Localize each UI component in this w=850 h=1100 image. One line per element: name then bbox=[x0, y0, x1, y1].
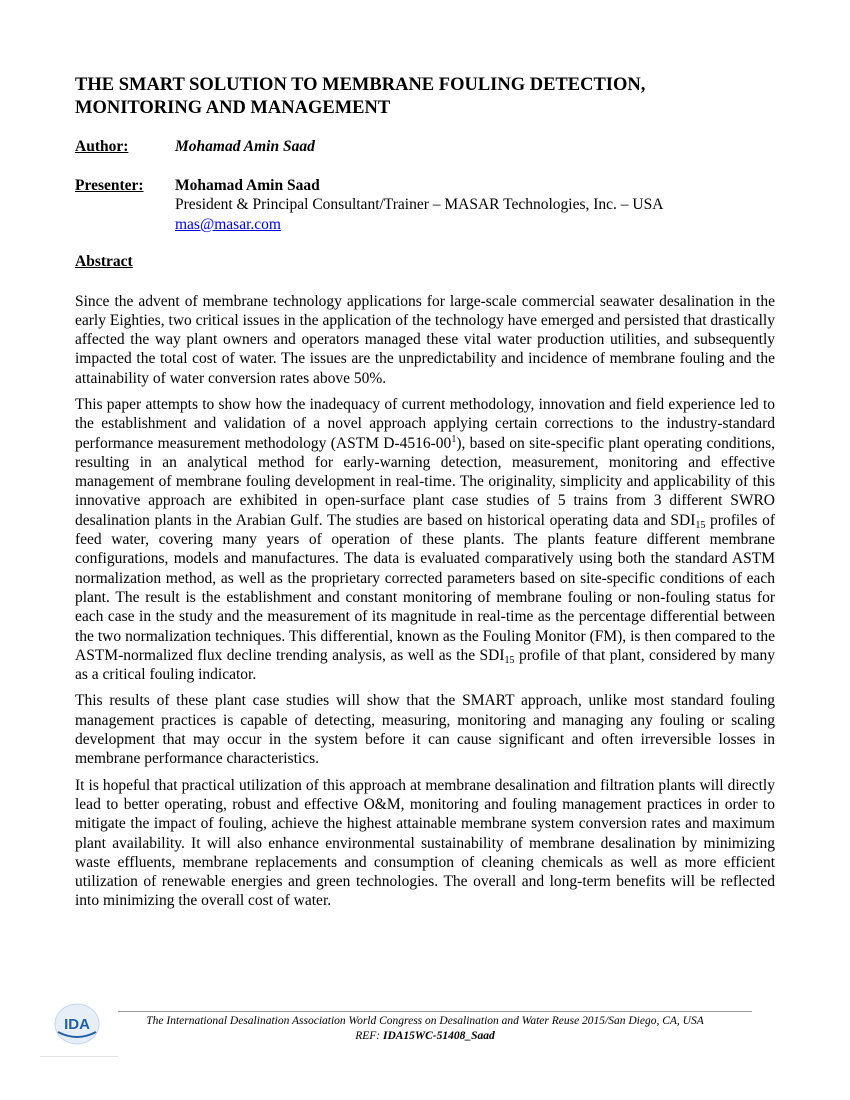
footer-reference bbox=[118, 1029, 732, 1044]
footer-divider bbox=[118, 1011, 752, 1012]
author-row bbox=[75, 137, 775, 157]
presenter-label: Presenter: bbox=[75, 176, 144, 194]
paper-page bbox=[75, 74, 775, 911]
author-name: Mohamad Amin Saad bbox=[175, 138, 315, 155]
abstract-paragraph-1: Since the advent of membrane technology applications for large-scale commercial seawater desalination in the early Eighties, two critical issues in the application of the technology have emerged and persisted that drastically affected the way plant owners and operators managed these vital water production utilities, and subsequently impacted the total cost of water. The issues are the unpredictability and incidence of membrane fouling and the attainability of water conversion rates above 50%. bbox=[75, 292, 775, 387]
p2-text-b: ), based on site-specific plant operating conditions, resulting in an analytical method for early-warning detection, measurement, monitoring and effective management of membrane fouling development in real-time. The originality, simplicity and applicability of this innovative approach are exhibited in open-surface plant case studies of 5 trains from 3 different SWRO desalination plants in the Arabian Gulf. The studies are based on historical operating data and SDI bbox=[75, 434, 775, 529]
presenter-row bbox=[75, 176, 775, 235]
presenter-details bbox=[175, 176, 663, 235]
presenter-name: Mohamad Amin Saad bbox=[175, 176, 320, 194]
footer-ref-value: IDA15WC-51408_Saad bbox=[382, 1030, 495, 1042]
author-label: Author: bbox=[75, 138, 129, 155]
title-line-2: MONITORING AND MANAGEMENT bbox=[75, 98, 391, 118]
sdi-subscript-2: 15 bbox=[504, 654, 515, 666]
p2-text-c: profiles of feed water, covering many years of operation of these plants. The plants feature different membrane configurations, models and manufactures. The data is evaluated comparatively using both the standard ASTM normalization method, as well as the proprietary corrected parameters based on site-specific conditions of each plant. The result is the establishment and constant monitoring of membrane fouling or non-fouling status for each case in the study and the measurement of its magnitude in real-time as the percentage differential between the two normalization techniques. This differential, known as the Fouling Monitor (FM), is then compared to the ASTM-normalized flux decline trending analysis, as well as the SDI bbox=[75, 511, 775, 664]
abstract-paragraph-2 bbox=[75, 395, 775, 684]
ida-logo-icon bbox=[52, 1002, 102, 1046]
presenter-affiliation: President & Principal Consultant/Trainer – MASAR Technologies, Inc. – USA bbox=[175, 196, 664, 213]
presenter-email-link[interactable]: mas@masar.com bbox=[175, 215, 281, 233]
abstract-paragraph-3: This results of these plant case studies will show that the SMART approach, unlike most standard fouling management practices is capable of detecting, measuring, monitoring and managing any fouling or scaling development that may occur in the system before it can cause significant and often irreversible losses in membrane performance characteristics. bbox=[75, 692, 775, 768]
paper-title bbox=[75, 74, 775, 120]
abstract-heading: Abstract bbox=[75, 253, 133, 270]
page-footer bbox=[0, 1000, 850, 1100]
title-line-1: THE SMART SOLUTION TO MEMBRANE FOULING DETECTION, bbox=[75, 75, 646, 95]
footer-conference: The International Desalination Association World Congress on Desalination and Water Reuse 2015/San Diego, CA, USA bbox=[146, 1015, 704, 1027]
footer-ref-label: REF: bbox=[355, 1030, 383, 1042]
footer-text bbox=[118, 1014, 732, 1044]
p2-text-a: This paper attempts to show how the inadequacy of current methodology, innovation and field experience led to the establishment and validation of a novel approach applying certain corrections to the industry-standard performance measurement methodology (ASTM D-4516-00 bbox=[75, 395, 775, 452]
footnote-ref-1: 1 bbox=[451, 433, 457, 445]
ida-logo-text: IDA bbox=[64, 1016, 90, 1033]
footer-divider-left bbox=[40, 1056, 118, 1057]
abstract-paragraph-4: It is hopeful that practical utilization of this approach at membrane desalination and filtration plants will directly lead to better operating, robust and effective O&M, monitoring and fouling management practices in order to mitigate the impact of fouling, achieve the highest attainable membrane system conversion rates and maximum plant availability. It will also enhance environmental sustainability of membrane desalination by minimizing waste effluents, membrane replacements and consumption of cleaning chemicals as well as more efficient utilization of renewable energies and green technologies. The overall and long-term benefits will be reflected into minimizing the overall cost of water. bbox=[75, 776, 775, 910]
p2-text-d: profile of that plant, considered by many as a critical fouling indicator. bbox=[75, 646, 775, 684]
sdi-subscript-1: 15 bbox=[695, 519, 706, 531]
